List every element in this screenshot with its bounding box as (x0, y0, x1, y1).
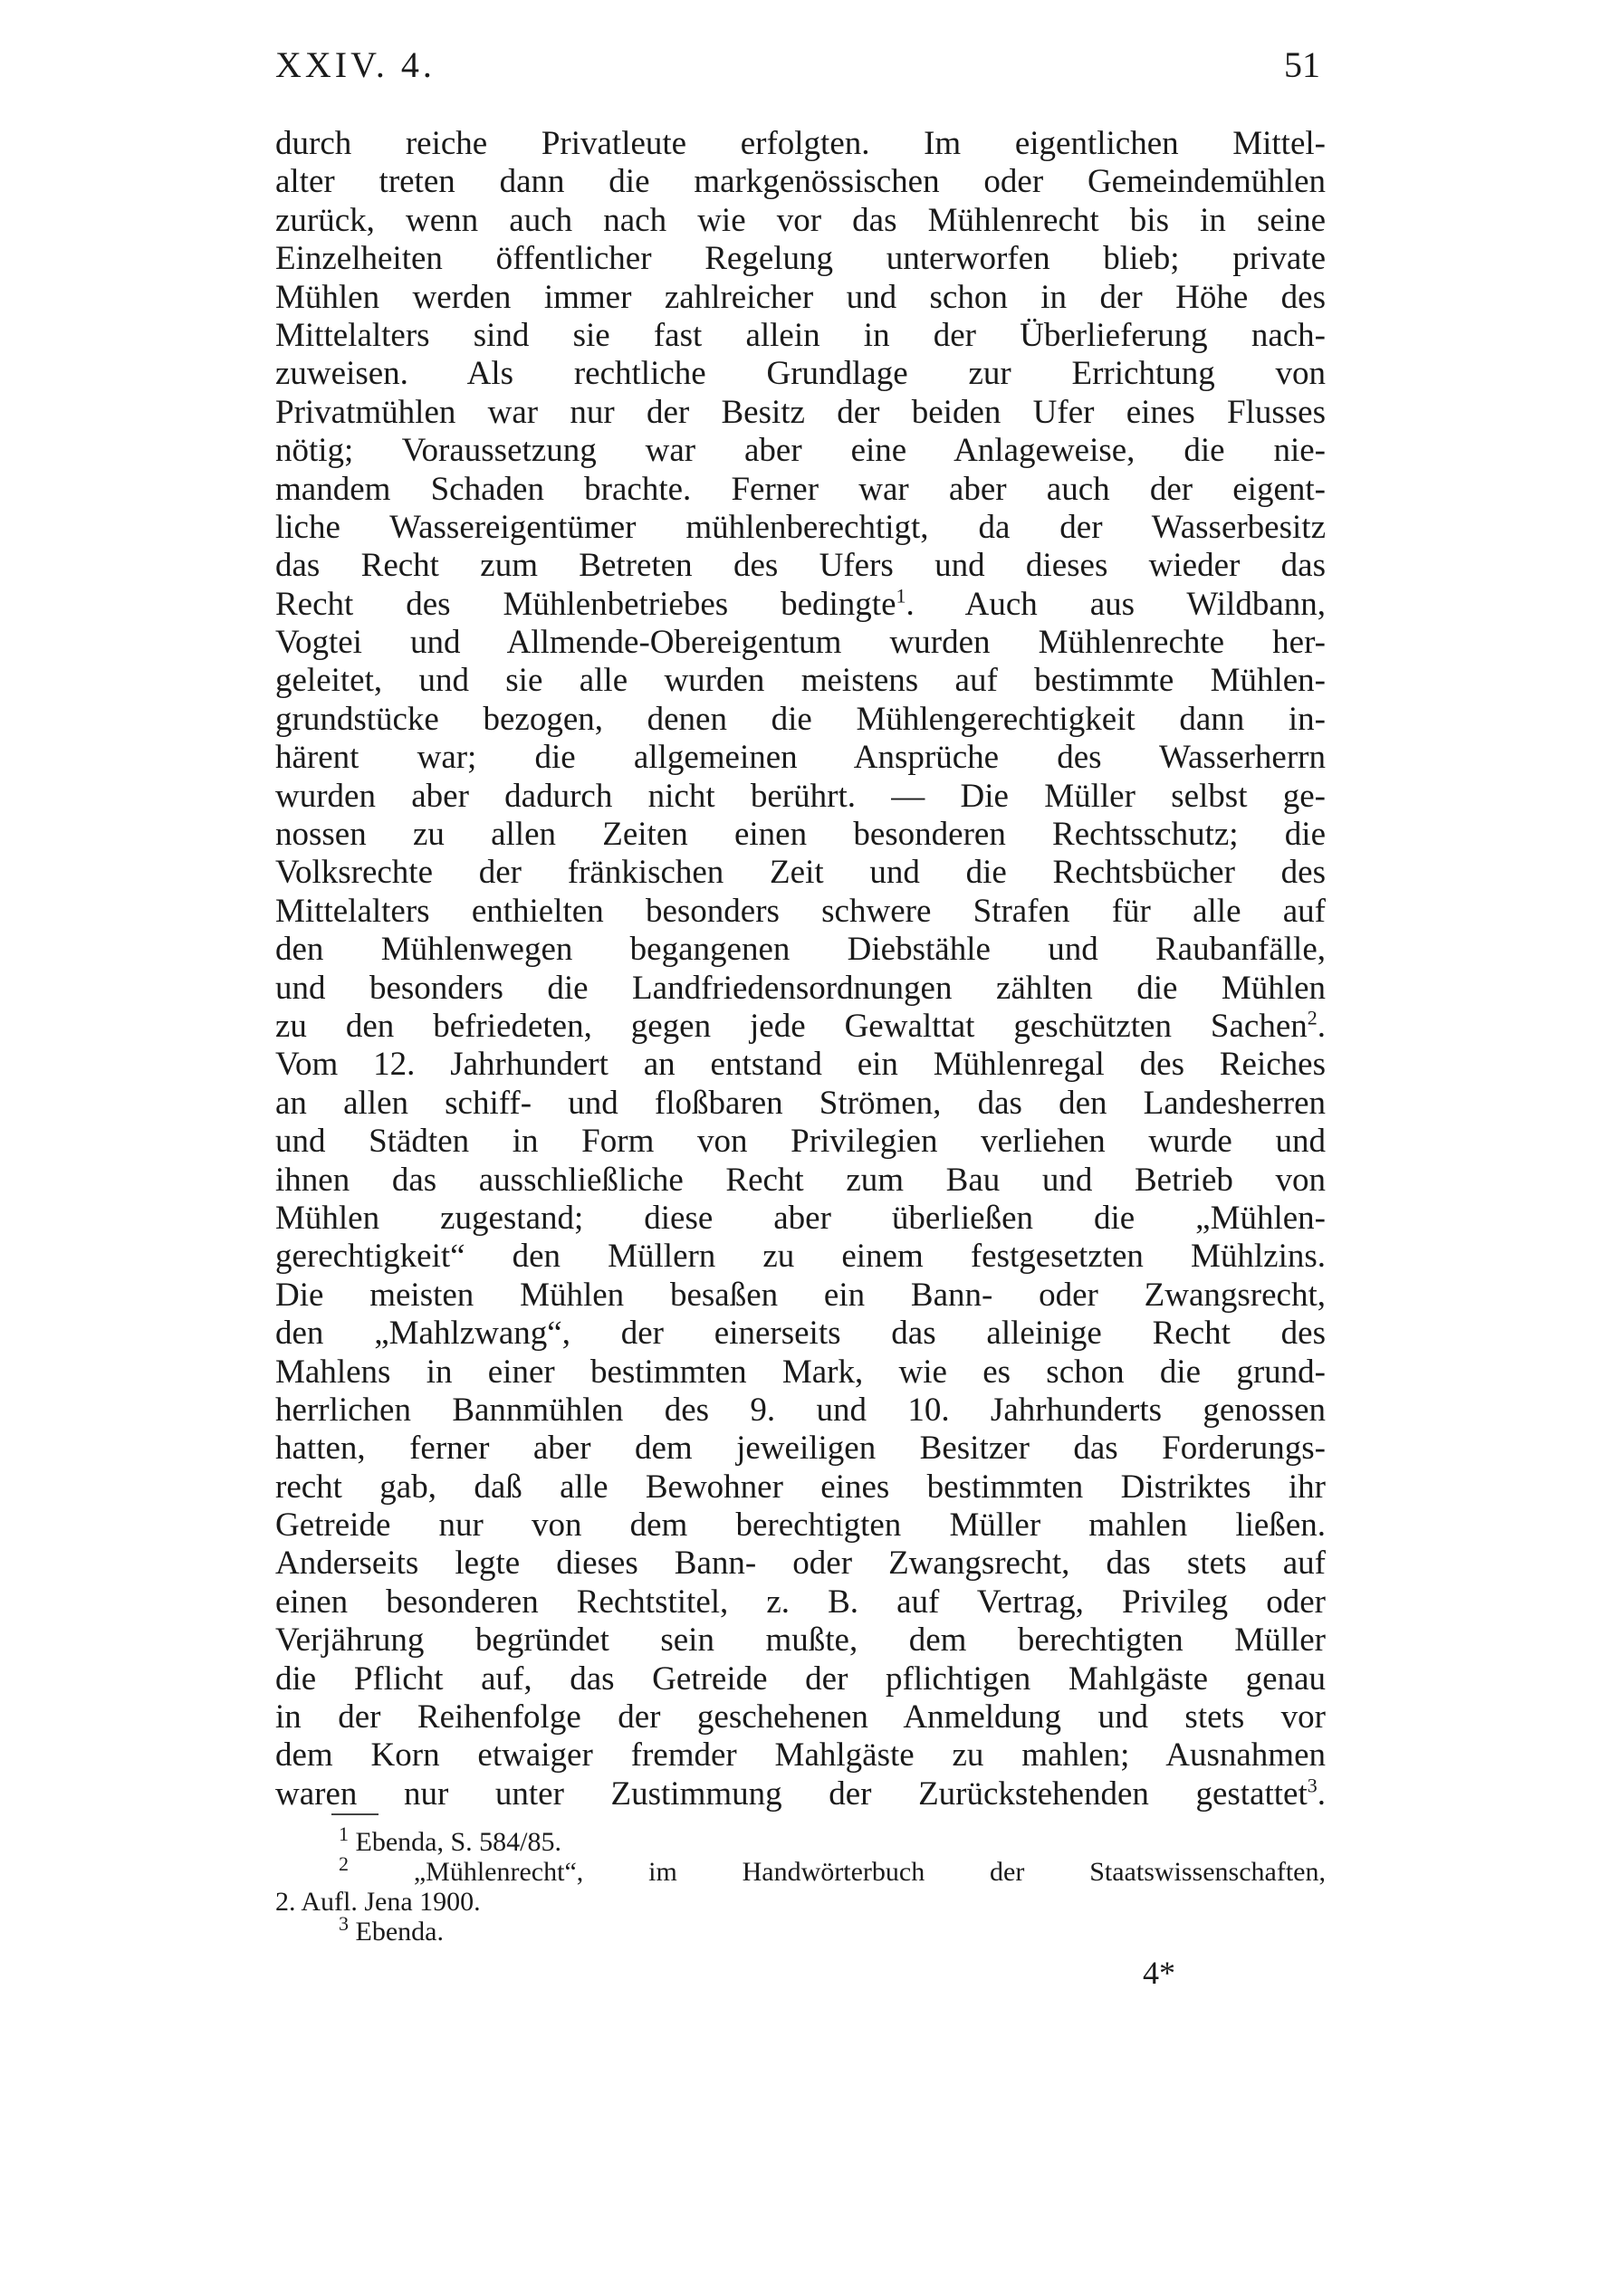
footnote-2-continuation: 2. Aufl. Jena 1900. (275, 1887, 481, 1917)
text-line: Vogtei und Allmende-Obereigentum wurden Mühlenrechte her- (275, 624, 1326, 662)
text-line: recht gab, daß alle Bewohner eines bestimmten Distriktes ihr (275, 1468, 1326, 1506)
footnote-text: Ebenda, S. 584/85. (349, 1827, 561, 1857)
footnote-mark: 2 (339, 1852, 349, 1875)
text-line: einen besonderen Rechtstitel, z. B. auf Vertrag, Privileg oder (275, 1583, 1326, 1621)
text-line: härent war; die allgemeinen Ansprüche des Wasserherrn (275, 739, 1326, 777)
text-line: die Pflicht auf, das Getreide der pflichtigen Mahlgäste genau (275, 1660, 1326, 1698)
footnote-ref: 2 (1307, 1006, 1318, 1029)
footnote-ref: 3 (1307, 1774, 1318, 1797)
footnote-2 (275, 1852, 1326, 1887)
text-line: Mühlen zugestand; diese aber überließen die „Mühlen- (275, 1199, 1326, 1237)
text-segment: . (1317, 1775, 1326, 1813)
footnote-1 (275, 1822, 1326, 1857)
text-line: Die meisten Mühlen besaßen ein Bann- oder Zwangsrecht, (275, 1276, 1326, 1314)
text-line: gerechtigkeit“ den Müllern zu einem festgesetzten Mühlzins. (275, 1238, 1326, 1276)
text-line: Mittelalters enthielten besonders schwere Strafen für alle auf (275, 892, 1326, 930)
text-line: dem Korn etwaiger fremder Mahlgäste zu mahlen; Ausnahmen (275, 1736, 1326, 1775)
text-line: das Recht zum Betreten des Ufers und dieses wieder das (275, 547, 1326, 585)
text-segment: . Auch aus Wildbann, (906, 585, 1326, 623)
text-line: in der Reihenfolge der geschehenen Anmeldung und stets vor (275, 1698, 1326, 1736)
footnote-mark: 1 (339, 1822, 349, 1845)
text-segment: . (1317, 1007, 1326, 1045)
text-line: Einzelheiten öffentlicher Regelung unterworfen blieb; private (275, 240, 1326, 278)
text-line: den „Mahlzwang“, der einerseits das alleinige Recht des (275, 1315, 1326, 1353)
text-line: Mühlen werden immer zahlreicher und schon in der Höhe des (275, 278, 1326, 316)
text-line: herrlichen Bannmühlen des 9. und 10. Jahrhunderts genossen (275, 1391, 1326, 1429)
text-line: Anderseits legte dieses Bann- oder Zwangsrecht, das stets auf (275, 1545, 1326, 1583)
text-line: Volksrechte der fränkischen Zeit und die Rechtsbücher des (275, 854, 1326, 892)
text-line: nossen zu allen Zeiten einen besonderen Rechtsschutz; die (275, 816, 1326, 854)
body-text (275, 125, 1326, 1813)
text-segment: zu den befriedeten, gegen jede Gewalttat geschützten Sachen (275, 1007, 1308, 1045)
text-line-with-ref (275, 1775, 1326, 1813)
text-line: den Mühlenwegen begangenen Diebstähle und Raubanfälle, (275, 931, 1326, 969)
text-line: alter treten dann die markgenössischen oder Gemeindemühlen (275, 163, 1326, 201)
text-line: mandem Schaden brachte. Ferner war aber auch der eigent- (275, 470, 1326, 508)
footnote-text: „Mühlenrecht“, im Handwörterbuch der Staatswissenschaften, (349, 1857, 1326, 1887)
text-line: und Städten in Form von Privilegien verliehen wurde und (275, 1123, 1326, 1161)
footnotes (275, 1822, 1326, 1947)
text-line: Mahlens in einer bestimmten Mark, wie es schon die grund- (275, 1353, 1326, 1391)
text-line: zurück, wenn auch nach wie vor das Mühlenrecht bis in seine (275, 201, 1326, 239)
text-segment: waren nur unter Zustimmung der Zurückstehenden gestattet (275, 1775, 1308, 1813)
text-line: Privatmühlen war nur der Besitz der beiden Ufer eines Flusses (275, 393, 1326, 431)
text-line: Mittelalters sind sie fast allein in der Überlieferung nach- (275, 316, 1326, 354)
text-line: Vom 12. Jahrhundert an entstand ein Mühlenregal des Reiches (275, 1046, 1326, 1084)
footnote-mark: 3 (339, 1912, 349, 1935)
footnote-text: Ebenda. (349, 1917, 444, 1947)
text-segment: Recht des Mühlenbetriebes bedingte (275, 585, 896, 623)
text-line: Verjährung begründet sein mußte, dem berechtigten Müller (275, 1622, 1326, 1660)
text-line-with-ref (275, 1008, 1326, 1046)
text-line: an allen schiff- und floßbaren Strömen, das den Landesherren (275, 1084, 1326, 1122)
text-line: und besonders die Landfriedensordnungen zählten die Mühlen (275, 969, 1326, 1007)
footnote-separator (331, 1813, 379, 1815)
text-line: liche Wassereigentümer mühlenberechtigt, da der Wasserbesitz (275, 508, 1326, 546)
text-line-with-ref (275, 586, 1326, 624)
text-line: geleitet, und sie alle wurden meistens auf bestimmte Mühlen- (275, 662, 1326, 700)
text-line: zuweisen. Als rechtliche Grundlage zur Errichtung von (275, 355, 1326, 393)
text-line: durch reiche Privatleute erfolgten. Im eigentlichen Mittel- (275, 125, 1326, 162)
page-number: 51 (1284, 44, 1320, 85)
footnote-3 (275, 1912, 1326, 1947)
text-line: nötig; Voraussetzung war aber eine Anlageweise, die nie- (275, 432, 1326, 470)
running-head: XXIV. 4. (275, 44, 436, 85)
text-line: hatten, ferner aber dem jeweiligen Besitzer das Forderungs- (275, 1430, 1326, 1468)
text-line: ihnen das ausschließliche Recht zum Bau und Betrieb von (275, 1161, 1326, 1199)
footnote-ref: 1 (896, 584, 906, 607)
text-line: grundstücke bezogen, denen die Mühlengerechtigkeit dann in- (275, 700, 1326, 738)
signature-mark: 4* (1143, 1955, 1175, 1991)
text-line: wurden aber dadurch nicht berührt. — Die Müller selbst ge- (275, 777, 1326, 815)
text-line: Getreide nur von dem berechtigten Müller mahlen ließen. (275, 1507, 1326, 1545)
